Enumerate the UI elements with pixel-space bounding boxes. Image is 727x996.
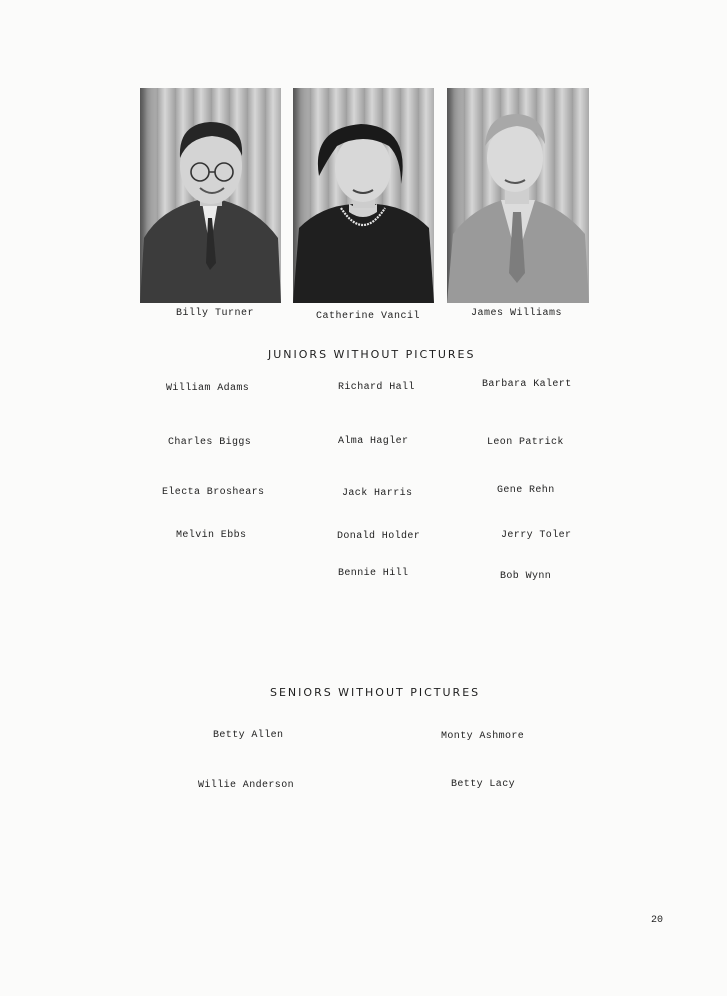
senior-name: Willie Anderson	[198, 780, 295, 791]
junior-name: Barbara Kalert	[482, 379, 572, 390]
senior-name: Betty Lacy	[451, 779, 516, 790]
junior-name: Bennie Hill	[338, 568, 409, 579]
portrait-photo-catherine-vancil	[293, 88, 434, 303]
senior-name: Betty Allen	[213, 730, 284, 741]
seniors-heading: SENIORS WITHOUT PICTURES	[270, 686, 481, 699]
caption-catherine-vancil: Catherine Vancil	[316, 311, 421, 322]
junior-name: Donald Holder	[337, 531, 421, 542]
portrait-photo-billy-turner	[140, 88, 281, 303]
caption-james-williams: James Williams	[471, 308, 563, 319]
junior-name: Richard Hall	[338, 382, 415, 393]
juniors-heading: JUNIORS WITHOUT PICTURES	[268, 348, 476, 361]
senior-name: Monty Ashmore	[441, 731, 525, 742]
junior-name: Bob Wynn	[500, 571, 552, 582]
junior-name: Jerry Toler	[501, 530, 572, 541]
junior-name: Electa Broshears	[162, 487, 265, 498]
junior-name: Jack Harris	[342, 488, 413, 499]
page-number: 20	[651, 915, 664, 926]
junior-name: Charles Biggs	[168, 437, 252, 448]
caption-billy-turner: Billy Turner	[176, 308, 255, 319]
junior-name: Gene Rehn	[497, 485, 555, 496]
portrait-photo-james-williams	[447, 88, 589, 303]
junior-name: Leon Patrick	[487, 437, 564, 448]
junior-name: Melvin Ebbs	[176, 530, 247, 541]
junior-name: Alma Hagler	[338, 436, 409, 447]
junior-name: William Adams	[166, 383, 250, 394]
